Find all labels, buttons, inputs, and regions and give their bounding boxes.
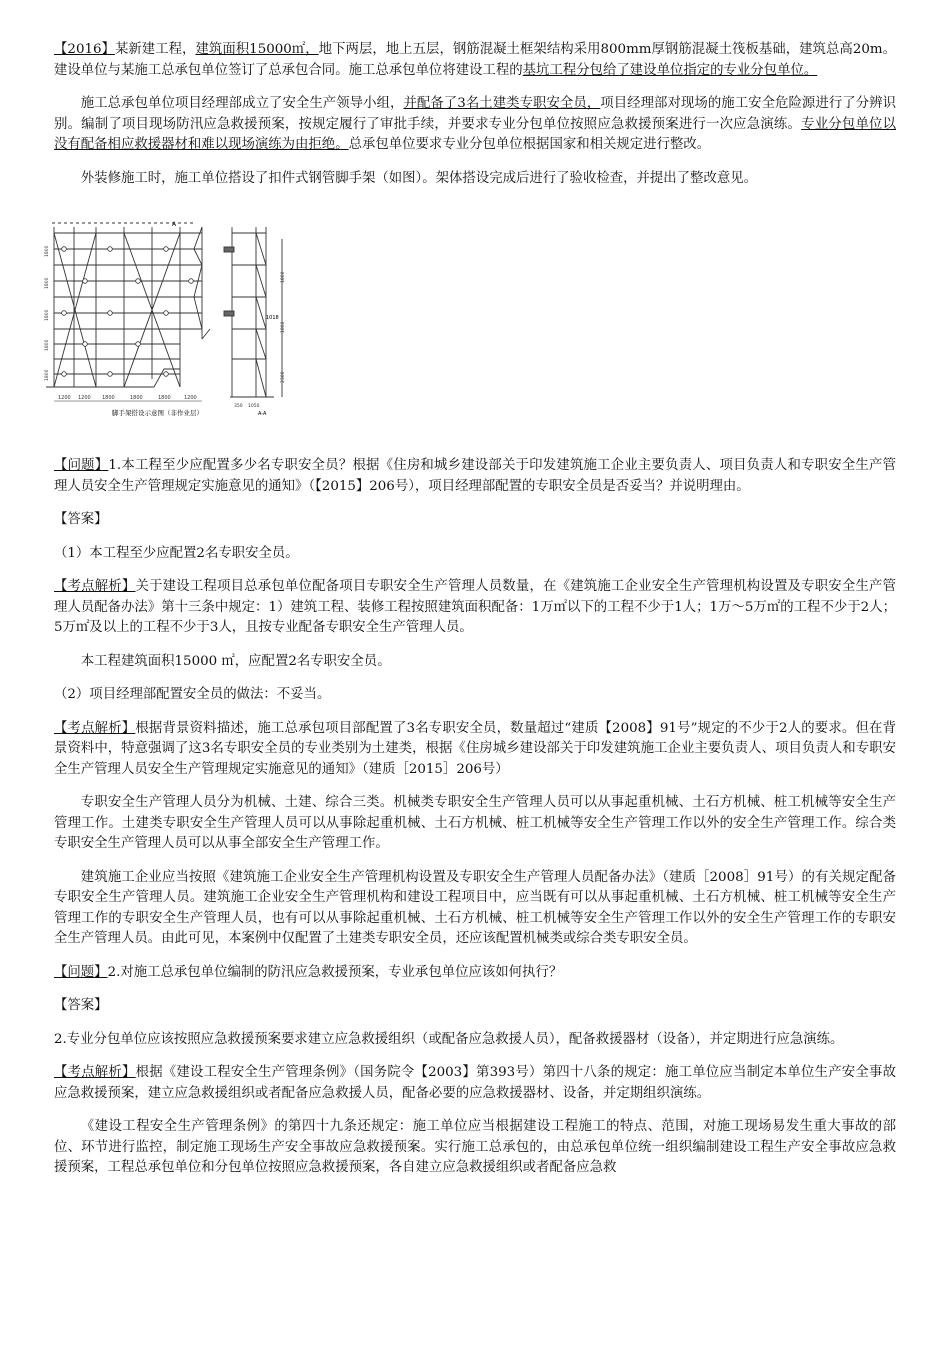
analysis-1: 【考点解析】关于建设工程项目总承包单位配备项目专职安全生产管理人员数量，在《建筑施工企业安全生产管理机构设置及专职安全生产管理人员配备办法》第十三条中规定：1）建筑工程、装修工程按照建筑面积配备：1万㎡以下的工程不少于1人；1万～5万㎡的工程不少于2人；5万㎡及以上的工程不少于3人，且按专业配备专职安全生产管理人员。 (54, 579, 897, 635)
analysis-2-paragraph-3: 建筑施工企业应当按照《建筑施工企业安全生产管理机构设置及专职安全生产管理人员配备办法》（建质［2008］91号）的有关规定配备专职安全生产管理人员。建筑施工企业安全生产管理机构和建设工程项目中，应当既有可以从事起重机械、土石方机械、桩工机械等安全生产管理工作的专职安全生产管理人员，也有可以从事除起重机械、土石方机械、桩工机械等安全生产管理工作以外的安全生产管理工作的专职安全生产管理人员。由此可见，本案例中仅配置了土建类专职安全员，还应该配置机械类或综合类专职安全员。 (54, 869, 896, 946)
svg-text:1800: 1800 (281, 321, 286, 333)
scaffold-section (224, 227, 282, 397)
answer-1-part-2: （2）项目经理部配置安全员的做法：不妥当。 (54, 687, 331, 702)
analysis-3: 【考点解析】根据《建设工程安全生产管理条例》（国务院令【2003】第393号）第四十八条的规定：施工单位应当制定本单位生产安全事故应急救援预案，建立应急救援组织或者配备应急救援人员，配备必要的应急救援器材、设备，并定期组织演练。 (54, 1065, 896, 1101)
scaffold-elevation (46, 223, 210, 387)
svg-text:1800: 1800 (45, 245, 50, 257)
svg-text:350: 350 (234, 404, 243, 409)
analysis-3-paragraph-2: 《建设工程安全生产管理条例》的第四十九条还规定：施工单位应当根据建设工程施工的特点、范围，对施工现场易发生重大事故的部位、环节进行监控，制定施工现场生产安全事故应急救援预案。实行施工总承包的，由总承包单位统一组织编制建设工程生产安全事故应急救援预案，工程总承包单位和分包单位按照应急救援预案，各自建立应急救援组织或者配备应急救 (54, 1119, 896, 1175)
svg-text:1200: 1200 (184, 395, 197, 401)
svg-text:1800: 1800 (281, 271, 286, 283)
svg-text:1050: 1050 (248, 404, 260, 409)
answer-label-2: 【答案】 (54, 998, 108, 1013)
intro-paragraph-1: 【2016】某新建工程，建筑面积15000㎡，地下两层，地上五层，钢筋混凝土框架结构采用800mm厚钢筋混凝土筏板基础，建筑总高20m。建设单位与某施工总承包单位签订了总承包合同。施工总承包单位将建设工程的基坑工程分包给了建设单位指定的专业分包单位。 (54, 42, 896, 78)
analysis-1-conclusion: 本工程建筑面积15000 ㎡，应配置2名专职安全员。 (80, 653, 391, 669)
document-page (45, 40, 897, 1188)
svg-text:2300: 2300 (281, 371, 286, 383)
year-tag: 【2016】 (54, 42, 115, 57)
svg-text:1800: 1800 (102, 395, 115, 401)
analysis-2-paragraph-2: 专职安全生产管理人员分为机械、土建、综合三类。机械类专职安全生产管理人员可以从事起重机械、土石方机械、桩工机械等安全生产管理工作。土建类专职安全生产管理人员可以从事除起重机械、土石方机械、桩工机械等安全生产管理工作以外的安全生产管理工作。综合类专职安全生产管理人员可以从事全部安全生产管理工作。 (54, 795, 896, 851)
intro-paragraph-3: 外装修施工时，施工单位搭设了扣件式钢管脚手架（如图）。架体搭设完成后进行了验收检查，并提出了整改意见。 (80, 170, 758, 186)
svg-text:1800: 1800 (158, 395, 171, 401)
question-1: 【问题】1.本工程至少应配置多少名专职安全员？根据《住房和城乡建设部关于印发建筑施工企业主要负责人、项目负责人和专职安全生产管理人员安全生产管理规定实施意见的通知》（【2015】206号），项目经理部配置的专职安全员是否妥当？并说明理由。 (54, 458, 896, 494)
svg-text:1800: 1800 (45, 309, 50, 321)
svg-text:1200: 1200 (78, 395, 91, 401)
answer-1-part-1: （1）本工程至少应配置2名专职安全员。 (54, 545, 299, 561)
svg-text:1800: 1800 (45, 369, 50, 381)
svg-text:1800: 1800 (45, 277, 50, 289)
analysis-2: 【考点解析】根据背景资料描述，施工总承包项目部配置了3名专职安全员，数量超过“建质【2008】91号”规定的不少于2人的要求。但在背景资料中，特意强调了这3名专职安全员的专业类别为土建类，根据《住房城乡建设部关于印发建筑施工企业主要负责人、项目负责人和专职安全生产管理人员安全生产管理规定实施意见的通知》（建质［2015］206号） (54, 720, 896, 777)
section-label: A-A (258, 411, 267, 417)
section-note: 1018 (266, 315, 279, 321)
svg-text:1800: 1800 (130, 395, 143, 401)
scaffold-figure (45, 219, 896, 431)
answer-2: 2.专业分包单位应该按照应急救援预案要求建立应急救援组织（或配备应急救援人员），配备救援器材（设备），并定期进行应急演练。 (54, 1031, 844, 1047)
svg-text:1800: 1800 (45, 339, 50, 351)
intro-paragraph-2: 施工总承包单位项目经理部成立了安全生产领导小组，并配备了3名土建类专职安全员，项目经理部对现场的施工安全危险源进行了分辨识别。编制了项目现场防汛应急救援预案，按规定履行了审批手续，并要求专业分包单位按照应急救援预案进行一次应急演练。专业分包单位以没有配备相应救援器材和难以现场演练为由拒绝。总承包单位要求专业分包单位根据国家和相关规定进行整改。 (54, 96, 897, 152)
svg-text:1200: 1200 (58, 395, 71, 401)
section-mark-top: A (172, 221, 177, 228)
question-2: 【问题】2.对施工总承包单位编制的防汛应急救援预案，专业承包单位应该如何执行？ (54, 964, 563, 980)
figure-caption: 脚手架搭设示意图（非作业层） (112, 409, 203, 417)
answer-label-1: 【答案】 (54, 512, 108, 527)
